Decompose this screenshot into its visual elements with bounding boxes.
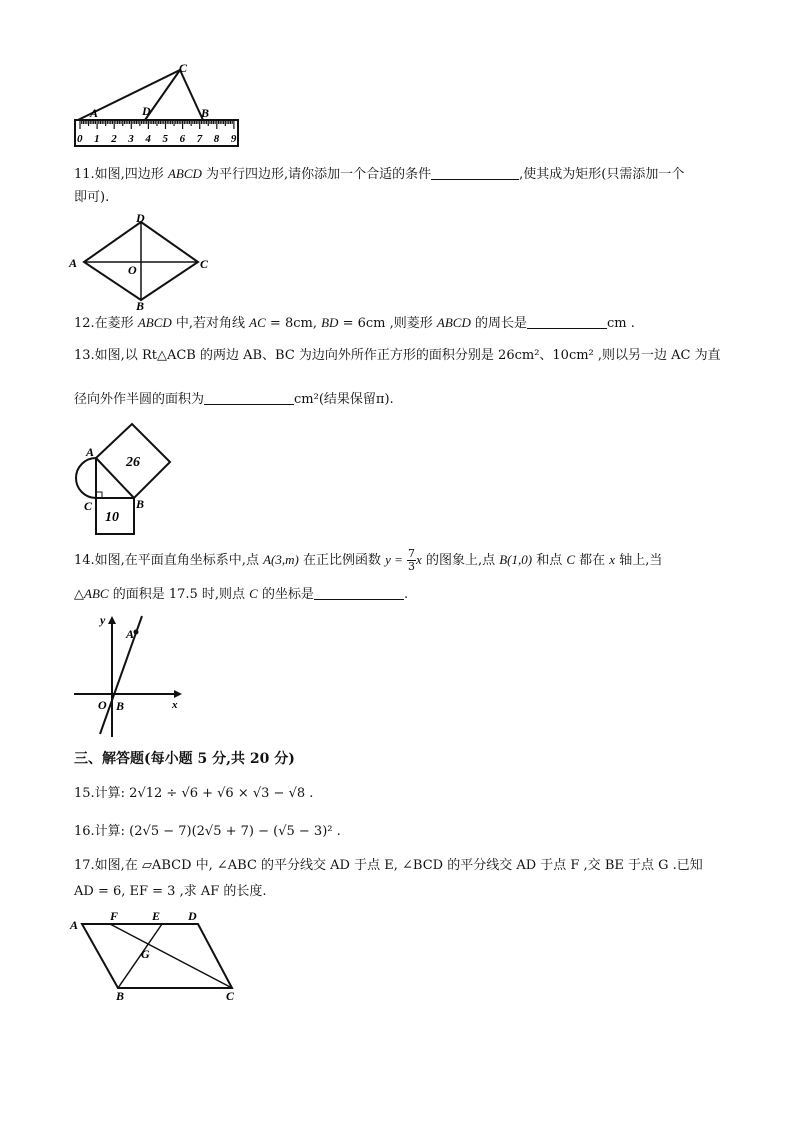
question-16	[74, 820, 341, 844]
q14-text-q: 的坐标是	[257, 587, 314, 602]
q17-text-line1: 17.如图,在 ▱ABCD 中, ∠ABC 的平分线交 AD 于点 E, ∠BCD 的平分线交 AD 于点 F ,交 BE 于点 G .已知	[74, 858, 703, 873]
q16-text: 16.计算: (2√5 − 7)(2√5 + 7) − (√5 − 3)² .	[74, 824, 341, 839]
coordinate-figure	[70, 612, 190, 742]
ruler-tick-label: 7	[196, 133, 203, 145]
label-a: A	[69, 256, 78, 270]
q14-text-h: 和点	[532, 553, 567, 568]
q12-text-c: 中,若对角线	[171, 316, 250, 331]
question-13	[74, 344, 721, 368]
square-area-10: 10	[105, 510, 119, 525]
ruler-tick-label: 6	[179, 133, 186, 145]
q11-text-a: 11.如图,四边形	[74, 167, 168, 182]
question-14	[74, 548, 662, 573]
ruler-triangle-figure	[70, 60, 245, 152]
question-17-line2	[74, 880, 267, 904]
label-a: A	[126, 627, 135, 641]
fraction-denominator: 3	[408, 560, 416, 573]
answer-blank-14[interactable]	[314, 585, 404, 600]
q11-text-c: 为平行四边形,请你添加一个合适的条件	[201, 167, 432, 182]
label-c: C	[84, 499, 93, 513]
q12-text-e: = 8cm,	[265, 316, 322, 331]
ruler-tick-label: 8	[213, 133, 220, 145]
q14-text-p: C	[249, 586, 258, 601]
q14-text-i: C	[566, 552, 576, 567]
label-x: x	[172, 699, 178, 711]
q12-text-i: 的周长是	[470, 316, 527, 331]
q12-text-j: cm .	[606, 316, 635, 331]
question-14-line2	[74, 582, 408, 607]
label-o: O	[98, 698, 107, 712]
q11-text-e: 即可).	[74, 190, 110, 205]
q14-text-g: B(1,0)	[499, 552, 533, 567]
answer-blank-12[interactable]	[527, 314, 607, 329]
label-d: D	[188, 909, 197, 923]
square-area-26: 26	[126, 455, 140, 470]
q12-text-g: = 6cm ,则菱形	[338, 316, 437, 331]
squares-semicircle-figure	[70, 418, 180, 540]
q14-text-o: 的面积是 17.5 时,则点	[108, 587, 250, 602]
question-12	[74, 311, 635, 336]
label-c: C	[179, 61, 188, 75]
label-b: B	[116, 699, 125, 713]
q12-text-f: BD	[321, 315, 339, 330]
rhombus-figure	[66, 211, 216, 313]
question-17	[74, 854, 703, 878]
ruler-tick-label: 0	[77, 133, 83, 145]
label-e: E	[152, 909, 161, 923]
q14-text-f: 的图象上,点	[421, 553, 500, 568]
q12-text-a: 12.在菱形	[74, 316, 138, 331]
question-15	[74, 782, 313, 806]
q12-text-h: ABCD	[436, 315, 471, 330]
label-c: C	[226, 989, 235, 1003]
question-11-line2	[74, 186, 109, 210]
q11-text-d: ,使其成为矩形(只需添加一个	[519, 167, 685, 182]
label-a: A	[90, 106, 99, 120]
q17-text-line2: AD = 6, EF = 3 ,求 AF 的长度.	[74, 884, 267, 899]
label-g: G	[141, 947, 150, 961]
label-c: C	[200, 257, 209, 271]
label-b: B	[116, 989, 125, 1003]
q12-text-d: AC	[249, 315, 266, 330]
q14-text-d: y =	[385, 552, 403, 567]
answer-blank-11[interactable]	[431, 165, 519, 180]
label-b: B	[201, 106, 210, 120]
question-13-line2	[74, 388, 394, 412]
label-d: D	[142, 104, 151, 118]
question-11	[74, 162, 684, 187]
label-d: D	[136, 211, 145, 225]
ruler-tick-label: 2	[111, 133, 117, 145]
q14-text-b: A(3,m)	[263, 552, 299, 567]
label-y: y	[100, 613, 106, 627]
ruler-tick-label: 4	[145, 133, 151, 145]
label-b: B	[136, 497, 145, 511]
q15-text: 15.计算: 2√12 ÷ √6 + √6 × √3 − √8 .	[74, 786, 314, 801]
label-o: O	[128, 263, 137, 277]
fraction-numerator: 7	[408, 547, 416, 560]
q14-text-e: x	[416, 552, 422, 567]
q12-text-b: ABCD	[137, 315, 172, 330]
q14-text-n: ABC	[84, 586, 109, 601]
ruler-tick-label: 5	[162, 133, 168, 145]
answer-blank-13[interactable]	[204, 390, 294, 405]
q13-text-line2a: 径向外作半圆的面积为	[74, 392, 205, 407]
label-a: A	[70, 918, 79, 932]
parallelogram-figure	[70, 908, 245, 1003]
q14-text-r: .	[403, 587, 409, 602]
ruler-tick-label: 1	[94, 133, 100, 145]
label-a: A	[86, 445, 95, 459]
q14-text-c: 在正比例函数	[298, 553, 386, 568]
q14-text-j: 都在	[575, 553, 610, 568]
fraction-7-3	[407, 548, 416, 573]
ruler-tick-label: 9	[230, 133, 237, 145]
q14-text-m: △	[74, 587, 84, 602]
q13-text-line2b: cm²(结果保留π).	[294, 392, 394, 407]
q14-text-a: 14.如图,在平面直角坐标系中,点	[74, 553, 264, 568]
q14-text-k: x	[609, 552, 616, 567]
section-heading: 三、解答题(每小题 5 分,共 20 分)	[74, 751, 295, 767]
q11-text-b: ABCD	[167, 166, 202, 181]
label-b: B	[136, 299, 145, 313]
q14-text-l: 轴上,当	[615, 553, 663, 568]
q13-text-line1: 13.如图,以 Rt△ACB 的两边 AB、BC 为边向外所作正方形的面积分别是 26cm²、10cm² ,则以另一边 AC 为直	[74, 348, 721, 363]
ruler-tick-label: 3	[128, 133, 134, 145]
label-f: F	[110, 909, 119, 923]
